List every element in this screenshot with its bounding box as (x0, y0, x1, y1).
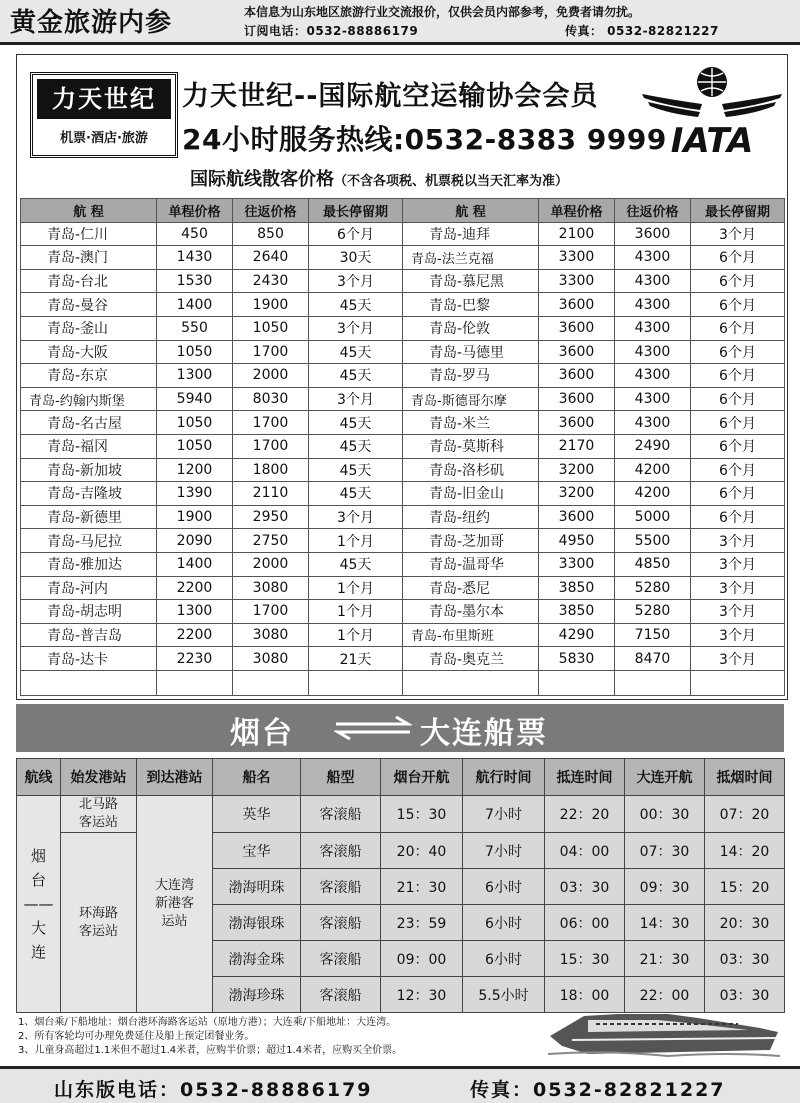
ferry-cell: 07：20 (705, 796, 785, 833)
fare-cell: 1900 (157, 505, 233, 529)
ferry-cell: 14：30 (625, 905, 705, 941)
service-hotline: 24小时服务热线:0532-8383 9999 (182, 123, 667, 156)
route-cell: 青岛-曼谷 (21, 293, 157, 317)
ferry-cell: 客滚船 (301, 796, 381, 833)
logo-subtitle: 机票·酒店·旅游 (60, 131, 148, 146)
ferry-cell: 客滚船 (301, 833, 381, 869)
fare-cell: 5940 (157, 387, 233, 411)
two-way-arrow-icon (334, 716, 412, 740)
route-cell: 青岛-台北 (21, 269, 157, 293)
empty-cell (615, 670, 691, 695)
ferry-cell: 6小时 (463, 905, 545, 941)
ferry-cell: 03：30 (705, 977, 785, 1013)
fare-cell: 2430 (233, 269, 309, 293)
publication-title: 黄金旅游内参 (10, 8, 173, 38)
fare-cell: 550 (157, 316, 233, 340)
fare-row (21, 246, 785, 270)
route-cell: 青岛-澳门 (21, 246, 157, 270)
ferry-cell: 22：00 (625, 977, 705, 1013)
fare-cell: 3600 (539, 316, 615, 340)
fare-cell: 45天 (309, 364, 403, 388)
ferry-cell: 07：30 (625, 833, 705, 869)
empty-cell (691, 670, 785, 695)
fare-cell: 6个月 (691, 293, 785, 317)
fare-cell: 4950 (539, 529, 615, 553)
footer-phone: 山东版电话：0532-88886179 (54, 1079, 373, 1101)
route-cell: 青岛-巴黎 (403, 293, 539, 317)
ferry-cell: 客滚船 (301, 941, 381, 977)
ferry-cell: 7小时 (463, 796, 545, 833)
iata-logo (638, 64, 786, 156)
fare-cell: 45天 (309, 458, 403, 482)
ferry-cell: 7小时 (463, 833, 545, 869)
route-cell: 青岛-达卡 (21, 647, 157, 671)
ferry-column-header: 始发港站 (61, 759, 137, 796)
fare-cell: 3300 (539, 246, 615, 270)
ferry-cell: 03：30 (705, 941, 785, 977)
fare-cell: 1个月 (309, 623, 403, 647)
iata-wordmark: IATA (670, 121, 754, 156)
route-cell: 青岛-马德里 (403, 340, 539, 364)
fare-cell: 6个月 (691, 316, 785, 340)
fare-cell: 1个月 (309, 600, 403, 624)
fare-cell: 6个月 (309, 222, 403, 246)
ferry-cell: 06：00 (545, 905, 625, 941)
fare-row (21, 411, 785, 435)
ferry-cell: 21：30 (625, 941, 705, 977)
fare-cell: 1200 (157, 458, 233, 482)
fare-cell: 7150 (615, 623, 691, 647)
fare-cell: 3600 (539, 364, 615, 388)
fare-cell: 4300 (615, 364, 691, 388)
membership-line: 力天世纪--国际航空运输协会会员 (182, 81, 599, 112)
ship-name: 渤海明珠 (213, 869, 301, 905)
fare-row (21, 576, 785, 600)
ferry-cell: 14：20 (705, 833, 785, 869)
fare-table-title (190, 165, 568, 191)
fare-table-body (21, 222, 785, 695)
fare-row (21, 482, 785, 506)
fare-row (21, 552, 785, 576)
fare-cell: 3个月 (691, 647, 785, 671)
fare-cell: 6个月 (691, 364, 785, 388)
fare-row (21, 222, 785, 246)
ferry-table-body (17, 796, 785, 1013)
fare-cell: 3200 (539, 482, 615, 506)
fare-column-header: 航 程 (403, 199, 539, 223)
ferry-cell: 03：30 (545, 869, 625, 905)
empty-cell (233, 670, 309, 695)
fare-cell: 2640 (233, 246, 309, 270)
fare-cell: 8470 (615, 647, 691, 671)
fare-cell: 1个月 (309, 529, 403, 553)
fare-cell: 6个月 (691, 458, 785, 482)
fare-column-header: 航 程 (21, 199, 157, 223)
fare-row (21, 434, 785, 458)
route-cell: 青岛-大阪 (21, 340, 157, 364)
fare-cell: 6个月 (691, 505, 785, 529)
fare-cell: 1050 (157, 434, 233, 458)
ferry-cell: 20：30 (705, 905, 785, 941)
fare-cell: 6个月 (691, 340, 785, 364)
fare-cell: 6个月 (691, 246, 785, 270)
fare-cell: 4300 (615, 316, 691, 340)
fare-cell: 3600 (539, 293, 615, 317)
fare-cell: 1400 (157, 293, 233, 317)
fare-cell: 2170 (539, 434, 615, 458)
fare-cell: 1900 (233, 293, 309, 317)
fare-header-row (21, 199, 785, 223)
fare-cell: 1700 (233, 411, 309, 435)
fare-cell: 3600 (539, 505, 615, 529)
subscription-phone: 订阅电话：0532-88886179 (244, 24, 419, 38)
fare-title-text: 国际航线散客价格 (190, 169, 334, 190)
fare-cell: 3300 (539, 269, 615, 293)
fare-cell: 2000 (233, 364, 309, 388)
ferry-note: 2、所有客轮均可办理免费延住及船上预定团餐业务。 (18, 1031, 255, 1042)
origin-station: 北马路 客运站 (61, 796, 137, 833)
fare-cell: 3850 (539, 576, 615, 600)
ferry-origin: 烟台 (230, 716, 294, 751)
fare-cell: 1400 (157, 552, 233, 576)
fare-cell: 3600 (615, 222, 691, 246)
fare-cell: 3600 (539, 411, 615, 435)
route-cell: 青岛-洛杉矶 (403, 458, 539, 482)
ferry-column-header: 抵烟时间 (705, 759, 785, 796)
fare-cell: 1300 (157, 364, 233, 388)
fare-cell: 2100 (539, 222, 615, 246)
ferry-column-header: 船名 (213, 759, 301, 796)
route-cell: 青岛-奥克兰 (403, 647, 539, 671)
ferry-column-header: 到达港站 (137, 759, 213, 796)
fare-cell: 3个月 (691, 222, 785, 246)
route-cell: 青岛-罗马 (403, 364, 539, 388)
route-cell: 青岛-福冈 (21, 434, 157, 458)
ferry-cell: 22：20 (545, 796, 625, 833)
route-cell: 青岛-旧金山 (403, 482, 539, 506)
ferry-cell: 15：30 (545, 941, 625, 977)
fare-row (21, 387, 785, 411)
empty-cell (403, 670, 539, 695)
ferry-notes (18, 1016, 538, 1058)
route-cell: 青岛-悉尼 (403, 576, 539, 600)
route-cell: 青岛-慕尼黑 (403, 269, 539, 293)
ferry-column-header: 烟台开航 (381, 759, 463, 796)
fare-cell: 1700 (233, 600, 309, 624)
fare-cell: 3个月 (309, 316, 403, 340)
fare-cell: 45天 (309, 340, 403, 364)
ferry-cell: 15：20 (705, 869, 785, 905)
left-wing-icon (642, 94, 702, 117)
fare-row (21, 505, 785, 529)
fare-column-header: 单程价格 (157, 199, 233, 223)
fare-row (21, 647, 785, 671)
fare-cell: 8030 (233, 387, 309, 411)
fare-cell: 45天 (309, 482, 403, 506)
fare-cell: 4300 (615, 387, 691, 411)
fare-cell: 1050 (157, 340, 233, 364)
fare-cell: 3个月 (691, 623, 785, 647)
route-cell: 青岛-胡志明 (21, 600, 157, 624)
route-cell: 青岛-纽约 (403, 505, 539, 529)
fare-row (21, 269, 785, 293)
logo-name: 力天世纪 (37, 79, 171, 119)
international-fare-table (20, 198, 785, 696)
route-cell: 青岛-东京 (21, 364, 157, 388)
fare-row (21, 529, 785, 553)
fare-column-header: 最长停留期 (691, 199, 785, 223)
fare-cell: 1050 (233, 316, 309, 340)
fare-column-header: 往返价格 (233, 199, 309, 223)
fare-cell: 1530 (157, 269, 233, 293)
fare-cell: 3个月 (309, 387, 403, 411)
fare-cell: 1430 (157, 246, 233, 270)
empty-cell (539, 670, 615, 695)
route-cell: 青岛-仁川 (21, 222, 157, 246)
ferry-destination-title: 大连船票 (420, 716, 548, 751)
fare-cell: 4300 (615, 293, 691, 317)
ferry-cell: 6小时 (463, 869, 545, 905)
empty-cell (309, 670, 403, 695)
route-cell: 青岛-莫斯科 (403, 434, 539, 458)
fare-cell: 1700 (233, 340, 309, 364)
route-cell: 青岛-吉隆坡 (21, 482, 157, 506)
fare-cell: 5280 (615, 576, 691, 600)
ferry-cell: 客滚船 (301, 869, 381, 905)
ferry-cell: 00：30 (625, 796, 705, 833)
fare-cell: 2490 (615, 434, 691, 458)
header-fax: 传真： 0532-82821227 (565, 24, 719, 38)
fare-cell: 1390 (157, 482, 233, 506)
fare-cell: 3600 (539, 387, 615, 411)
route-cell: 青岛-釜山 (21, 316, 157, 340)
fare-cell: 2950 (233, 505, 309, 529)
ship-name: 宝华 (213, 833, 301, 869)
fare-cell: 5830 (539, 647, 615, 671)
fare-cell: 3个月 (309, 269, 403, 293)
route-cell: 青岛-温哥华 (403, 552, 539, 576)
fare-cell: 5500 (615, 529, 691, 553)
fare-column-header: 单程价格 (539, 199, 615, 223)
ferry-cell: 23：59 (381, 905, 463, 941)
header-notice: 本信息为山东地区旅游行业交流报价，仅供会员内部参考，免费者请勿扰。 (244, 5, 641, 19)
fare-cell: 1050 (157, 411, 233, 435)
fare-column-header: 往返价格 (615, 199, 691, 223)
ferry-cell: 09：30 (625, 869, 705, 905)
ferry-cell: 12：30 (381, 977, 463, 1013)
fare-cell: 2000 (233, 552, 309, 576)
ferry-cell: 09：00 (381, 941, 463, 977)
route-cell: 青岛-伦敦 (403, 316, 539, 340)
ferry-cell: 客滚船 (301, 905, 381, 941)
fare-cell: 21天 (309, 647, 403, 671)
fare-cell: 5000 (615, 505, 691, 529)
route-cell: 青岛-新德里 (21, 505, 157, 529)
ship-name: 英华 (213, 796, 301, 833)
fare-column-header: 最长停留期 (309, 199, 403, 223)
ferry-schedule-table (16, 758, 785, 1013)
fare-cell: 3080 (233, 623, 309, 647)
fare-cell: 3850 (539, 600, 615, 624)
fare-title-note: （不含各项税、机票税以当天汇率为准） (334, 174, 569, 189)
fare-cell: 2090 (157, 529, 233, 553)
ferry-cell: 20：40 (381, 833, 463, 869)
fare-cell: 2200 (157, 576, 233, 600)
ship-name: 渤海金珠 (213, 941, 301, 977)
route-cell: 青岛-斯德哥尔摩 (403, 387, 539, 411)
ferry-cell: 客滚船 (301, 977, 381, 1013)
ferry-cell: 6小时 (463, 941, 545, 977)
ferry-banner (16, 704, 784, 752)
fare-cell: 3080 (233, 647, 309, 671)
origin-station: 环海路 客运站 (61, 833, 137, 1013)
company-logo (30, 72, 178, 158)
fare-cell: 6个月 (691, 434, 785, 458)
fare-cell: 5280 (615, 600, 691, 624)
route-cell: 青岛-约翰内斯堡 (21, 387, 157, 411)
empty-cell (157, 670, 233, 695)
fare-cell: 4200 (615, 482, 691, 506)
footer-fax: 传真：0532-82821227 (470, 1079, 726, 1101)
fare-cell: 3080 (233, 576, 309, 600)
fare-cell: 30天 (309, 246, 403, 270)
fare-row (21, 600, 785, 624)
route-cell: 青岛-马尼拉 (21, 529, 157, 553)
fare-cell: 45天 (309, 293, 403, 317)
fare-cell: 4300 (615, 411, 691, 435)
top-banner (0, 0, 800, 45)
fare-cell: 2750 (233, 529, 309, 553)
route-cell: 青岛-名古屋 (21, 411, 157, 435)
fare-cell: 1700 (233, 434, 309, 458)
fare-cell: 2200 (157, 623, 233, 647)
ferry-cell: 21：30 (381, 869, 463, 905)
route-cell: 青岛-新加坡 (21, 458, 157, 482)
ferry-column-header: 大连开航 (625, 759, 705, 796)
fare-cell: 45天 (309, 411, 403, 435)
fare-cell: 3300 (539, 552, 615, 576)
fare-cell: 1300 (157, 600, 233, 624)
fare-row (21, 623, 785, 647)
fare-cell: 4300 (615, 340, 691, 364)
footer-bar (0, 1066, 800, 1103)
ferry-header-row (17, 759, 785, 796)
fare-cell: 45天 (309, 434, 403, 458)
fare-cell: 4300 (615, 269, 691, 293)
ship-name: 渤海银珠 (213, 905, 301, 941)
fare-cell: 3200 (539, 458, 615, 482)
ferry-cell: 04：00 (545, 833, 625, 869)
route-label: 烟 台 —— 大 连 (17, 796, 61, 1013)
route-cell: 青岛-河内 (21, 576, 157, 600)
right-wing-icon (722, 94, 782, 117)
destination-station: 大连湾 新港客 运站 (137, 796, 213, 1013)
cruise-ship-image (548, 1010, 780, 1058)
fare-cell: 3个月 (691, 600, 785, 624)
route-cell: 青岛-墨尔本 (403, 600, 539, 624)
route-cell: 青岛-普吉岛 (21, 623, 157, 647)
fare-cell: 6个月 (691, 482, 785, 506)
ferry-cell: 5.5小时 (463, 977, 545, 1013)
fare-cell: 4300 (615, 246, 691, 270)
empty-cell (21, 670, 157, 695)
fare-row (21, 293, 785, 317)
route-cell: 青岛-法兰克福 (403, 246, 539, 270)
ship-name: 渤海珍珠 (213, 977, 301, 1013)
fare-row (21, 340, 785, 364)
ferry-column-header: 航线 (17, 759, 61, 796)
fare-cell: 2110 (233, 482, 309, 506)
route-cell: 青岛-米兰 (403, 411, 539, 435)
fare-cell: 45天 (309, 552, 403, 576)
fare-cell: 3600 (539, 340, 615, 364)
route-cell: 青岛-迪拜 (403, 222, 539, 246)
ferry-column-header: 航行时间 (463, 759, 545, 796)
fare-cell: 1个月 (309, 576, 403, 600)
ferry-row (17, 833, 785, 869)
fare-cell: 4290 (539, 623, 615, 647)
fare-cell: 6个月 (691, 387, 785, 411)
fare-cell: 4850 (615, 552, 691, 576)
fare-cell: 1800 (233, 458, 309, 482)
ferry-column-header: 船型 (301, 759, 381, 796)
fare-cell: 6个月 (691, 411, 785, 435)
ferry-column-header: 抵连时间 (545, 759, 625, 796)
fare-row (21, 364, 785, 388)
fare-cell: 850 (233, 222, 309, 246)
fare-cell: 3个月 (691, 552, 785, 576)
route-cell: 青岛-布里斯班 (403, 623, 539, 647)
fare-cell: 3个月 (309, 505, 403, 529)
fare-blank-row (21, 670, 785, 695)
fare-cell: 6个月 (691, 269, 785, 293)
ferry-note: 1、烟台乘/下船地址：烟台港环海路客运站（原地方港）；大连乘/下船地址：大连湾。 (18, 1017, 397, 1028)
fare-row (21, 458, 785, 482)
ferry-cell: 15：30 (381, 796, 463, 833)
route-cell: 青岛-雅加达 (21, 552, 157, 576)
ferry-row (17, 796, 785, 833)
ferry-note: 3、儿童身高超过1.1米但不超过1.4米者，应购半价票；超过1.4米者，应购买全价票。 (18, 1045, 403, 1056)
route-cell: 青岛-芝加哥 (403, 529, 539, 553)
fare-cell: 3个月 (691, 529, 785, 553)
fare-row (21, 316, 785, 340)
ferry-cell: 18：00 (545, 977, 625, 1013)
fare-cell: 4200 (615, 458, 691, 482)
fare-cell: 450 (157, 222, 233, 246)
fare-cell: 3个月 (691, 576, 785, 600)
fare-cell: 2230 (157, 647, 233, 671)
